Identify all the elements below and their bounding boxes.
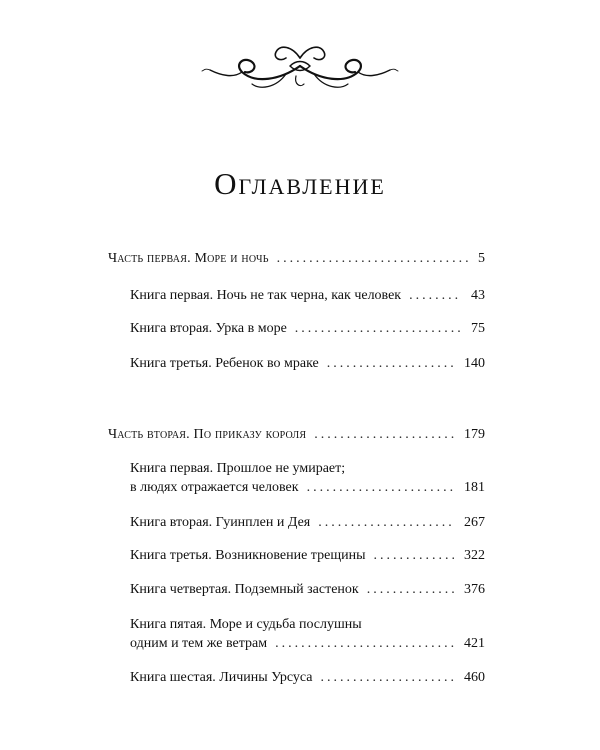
toc-page-number: 421: [464, 636, 485, 651]
dot-leader: [318, 514, 454, 531]
toc-page-number: 267: [464, 515, 485, 530]
toc-book-label-first-line[interactable]: Книга первая. Прошлое не умирает;: [130, 461, 346, 476]
toc-part-label: Часть первая. Море и ночь: [108, 251, 269, 266]
dot-leader: [409, 287, 461, 304]
dot-leader: [327, 355, 454, 372]
dot-leader: [277, 250, 468, 267]
flourish-ornament-icon: [200, 40, 400, 96]
toc-page-number: 460: [464, 670, 485, 685]
dot-leader: [307, 479, 454, 496]
toc-part-label: Часть вторая. По приказу короля: [108, 427, 307, 442]
toc-book-2-6[interactable]: [130, 669, 485, 686]
dot-leader: [321, 669, 454, 686]
toc-book-label: Книга четвертая. Подземный застенок: [130, 582, 359, 597]
toc-page-number: 376: [464, 582, 485, 597]
toc-book-label: Книга третья. Ребенок во мраке: [130, 356, 319, 371]
toc-page-number: 75: [471, 321, 485, 336]
toc-part-1[interactable]: [108, 250, 485, 267]
toc-page-number: 140: [464, 356, 485, 371]
dot-leader: [314, 426, 454, 443]
toc-book-label: Книга первая. Ночь не так черна, как человек: [130, 288, 402, 303]
toc-page-number: 179: [464, 427, 485, 442]
toc-book-1-1[interactable]: [130, 287, 485, 304]
toc-book-label: Книга третья. Возникновение трещины: [130, 548, 366, 563]
toc-book-label: Книга вторая. Урка в море: [130, 321, 287, 336]
toc-book-label: в людях отражается человек: [130, 480, 299, 495]
toc-book-label: Книга шестая. Личины Урсуса: [130, 670, 313, 685]
toc-book-2-4[interactable]: [130, 581, 485, 598]
toc-book-label: одним и тем же ветрам: [130, 636, 268, 651]
dot-leader: [275, 635, 454, 652]
toc-book-1-2[interactable]: [130, 320, 485, 337]
dot-leader: [295, 320, 461, 337]
toc-book-label: Книга вторая. Гуинплен и Дея: [130, 515, 311, 530]
toc-book-1-3[interactable]: [130, 355, 485, 372]
page-title: Оглавление: [214, 166, 386, 201]
toc-book-2-1[interactable]: [130, 479, 485, 496]
dot-leader: [373, 547, 454, 564]
toc-book-2-2[interactable]: [130, 514, 485, 531]
toc-page-number: 5: [478, 251, 485, 266]
toc-book-2-3[interactable]: [130, 547, 485, 564]
toc-part-2[interactable]: [108, 426, 485, 443]
toc-book-label-first-line[interactable]: Книга пятая. Море и судьба послушны: [130, 617, 362, 632]
toc-page-number: 43: [471, 288, 485, 303]
toc-book-2-5[interactable]: [130, 635, 485, 652]
dot-leader: [367, 581, 454, 598]
toc-page-number: 322: [464, 548, 485, 563]
toc-page-number: 181: [464, 480, 485, 495]
